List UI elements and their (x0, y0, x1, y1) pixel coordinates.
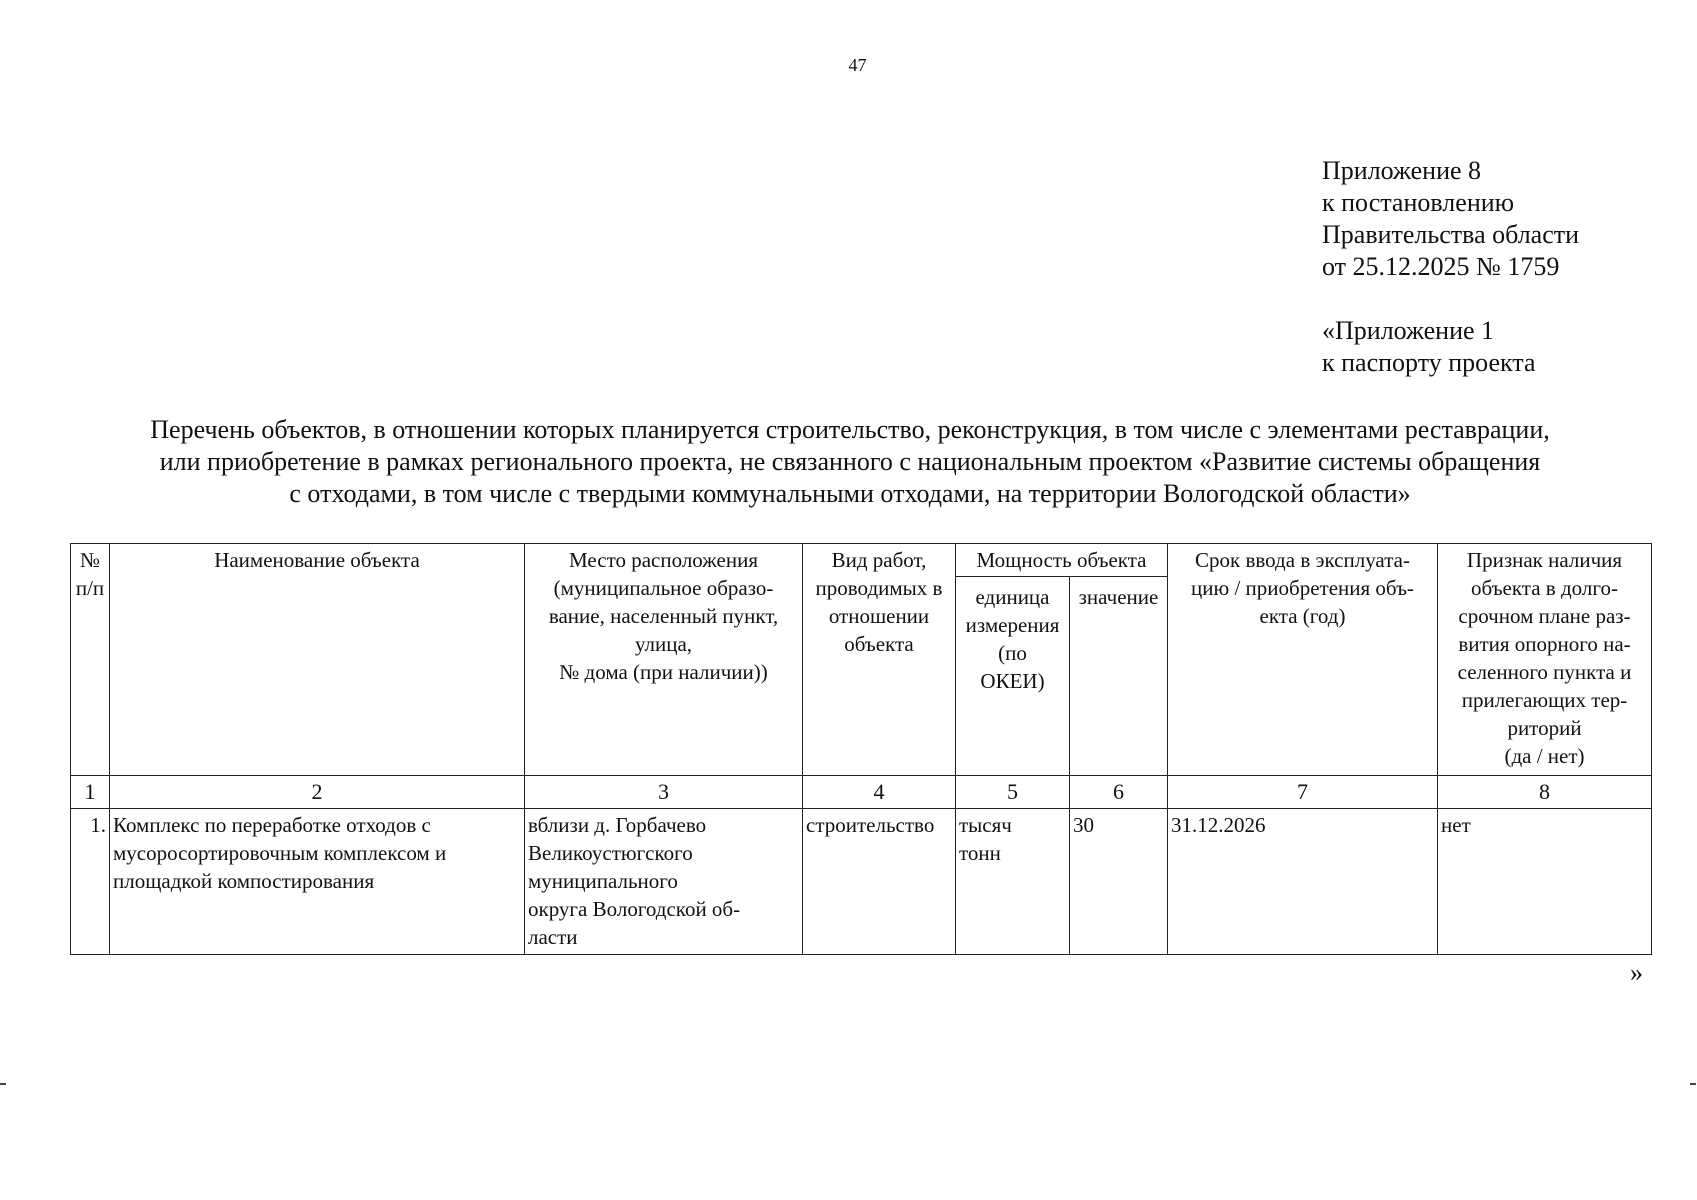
header-text: Мощность объекта (976, 548, 1147, 572)
header-text: риторий (1507, 716, 1582, 740)
column-number: 2 (110, 776, 525, 809)
column-number: 8 (1438, 776, 1652, 809)
appendix-line: к постановлению (1322, 188, 1515, 217)
appendix-line: к паспорту проекта (1322, 348, 1536, 377)
column-number: 7 (1168, 776, 1438, 809)
header-text: Наименование объекта (214, 548, 420, 572)
header-text: вание, населенный пункт, (548, 604, 779, 628)
object-location (525, 809, 803, 955)
cell-text: площадкой компостирования (113, 869, 375, 893)
header-text: улица, (634, 632, 693, 656)
header-text: значение (1078, 585, 1159, 609)
scan-mark-left (0, 1083, 6, 1085)
object-name (110, 809, 525, 955)
document-title (70, 414, 1630, 510)
row-number: 1. (71, 809, 110, 955)
header-text: екта (год) (1259, 604, 1346, 628)
column-number-row (71, 776, 1652, 809)
commissioning-date: 31.12.2026 (1168, 809, 1438, 955)
header-deadline (1168, 544, 1438, 776)
cell-text: муниципального (528, 869, 678, 893)
cell-text: мусоросортировочным комплексом и (113, 841, 447, 865)
column-number: 5 (956, 776, 1070, 809)
capacity-value: 30 (1070, 809, 1168, 955)
objects-table (70, 543, 1652, 955)
header-text: ОКЕИ) (980, 669, 1045, 693)
header-text: срочном плане раз- (1458, 604, 1631, 628)
appendix-line: от 25.12.2025 № 1759 (1322, 252, 1560, 281)
header-text: № (79, 548, 101, 572)
header-text: № дома (при наличии)) (559, 660, 768, 684)
header-text: селенного пункта и (1457, 660, 1632, 684)
cell-text: вблизи д. Горбачево (528, 813, 707, 837)
header-num (71, 544, 110, 776)
work-type: строительство (803, 809, 956, 955)
header-text: проводимых в (815, 576, 943, 600)
header-text: (да / нет) (1504, 744, 1585, 768)
spacer (1322, 283, 1579, 315)
appendix-line: «Приложение 1 (1322, 316, 1495, 345)
header-text: Место расположения (569, 548, 758, 572)
header-text: Признак наличия (1466, 548, 1623, 572)
title-line: Перечень объектов, в отношении которых планируется строительство, реконструкция, в том числе с элементами реставрации, (150, 415, 1550, 444)
appendix-line: Приложение 8 (1322, 156, 1482, 185)
column-number: 3 (525, 776, 803, 809)
header-location (525, 544, 803, 776)
title-line: или приобретение в рамках регионального проекта, не связанного с национальным проектом «Развитие системы обращения (159, 447, 1541, 476)
column-number: 4 (803, 776, 956, 809)
header-text: объекта в долго- (1471, 576, 1618, 600)
appendix-line: Правительства области (1322, 220, 1580, 249)
header-row (71, 544, 1652, 577)
header-plan (1438, 544, 1652, 776)
cell-text: Великоустюгского (528, 841, 693, 865)
header-text: Срок ввода в эксплуата- (1195, 548, 1410, 572)
cell-text: тонн (959, 841, 1001, 865)
header-text: отношении (828, 604, 930, 628)
plan-flag: нет (1438, 809, 1652, 955)
table-row (71, 809, 1652, 955)
cell-text: ласти (528, 925, 578, 949)
header-capacity (956, 544, 1168, 577)
closing-quote: » (1630, 958, 1643, 987)
title-line: с отходами, в том числе с твердыми коммунальными отходами, на территории Вологодской области» (289, 479, 1411, 508)
scan-mark-right (1690, 1083, 1696, 1085)
header-text: вития опорного на- (1458, 632, 1631, 656)
column-number: 1 (71, 776, 110, 809)
header-value (1070, 577, 1168, 776)
capacity-unit (956, 809, 1070, 955)
header-unit (956, 577, 1070, 776)
header-text: единица (975, 585, 1050, 609)
header-work (803, 544, 956, 776)
header-text: объекта (844, 632, 914, 656)
column-number: 6 (1070, 776, 1168, 809)
page-number: 47 (848, 55, 867, 75)
header-name (110, 544, 525, 776)
cell-text: тысяч (959, 813, 1012, 837)
header-text: (муниципальное образо- (553, 576, 774, 600)
header-text: (по (998, 641, 1027, 665)
cell-text: Комплекс по переработке отходов с (113, 813, 431, 837)
header-text: цию / приобретения объ- (1191, 576, 1414, 600)
header-text: п/п (75, 576, 105, 600)
cell-text: округа Вологодской об- (528, 897, 741, 921)
appendix-block (1322, 155, 1579, 379)
header-text: измерения (965, 613, 1060, 637)
header-text: прилегающих тер- (1461, 688, 1628, 712)
header-text: Вид работ, (831, 548, 927, 572)
